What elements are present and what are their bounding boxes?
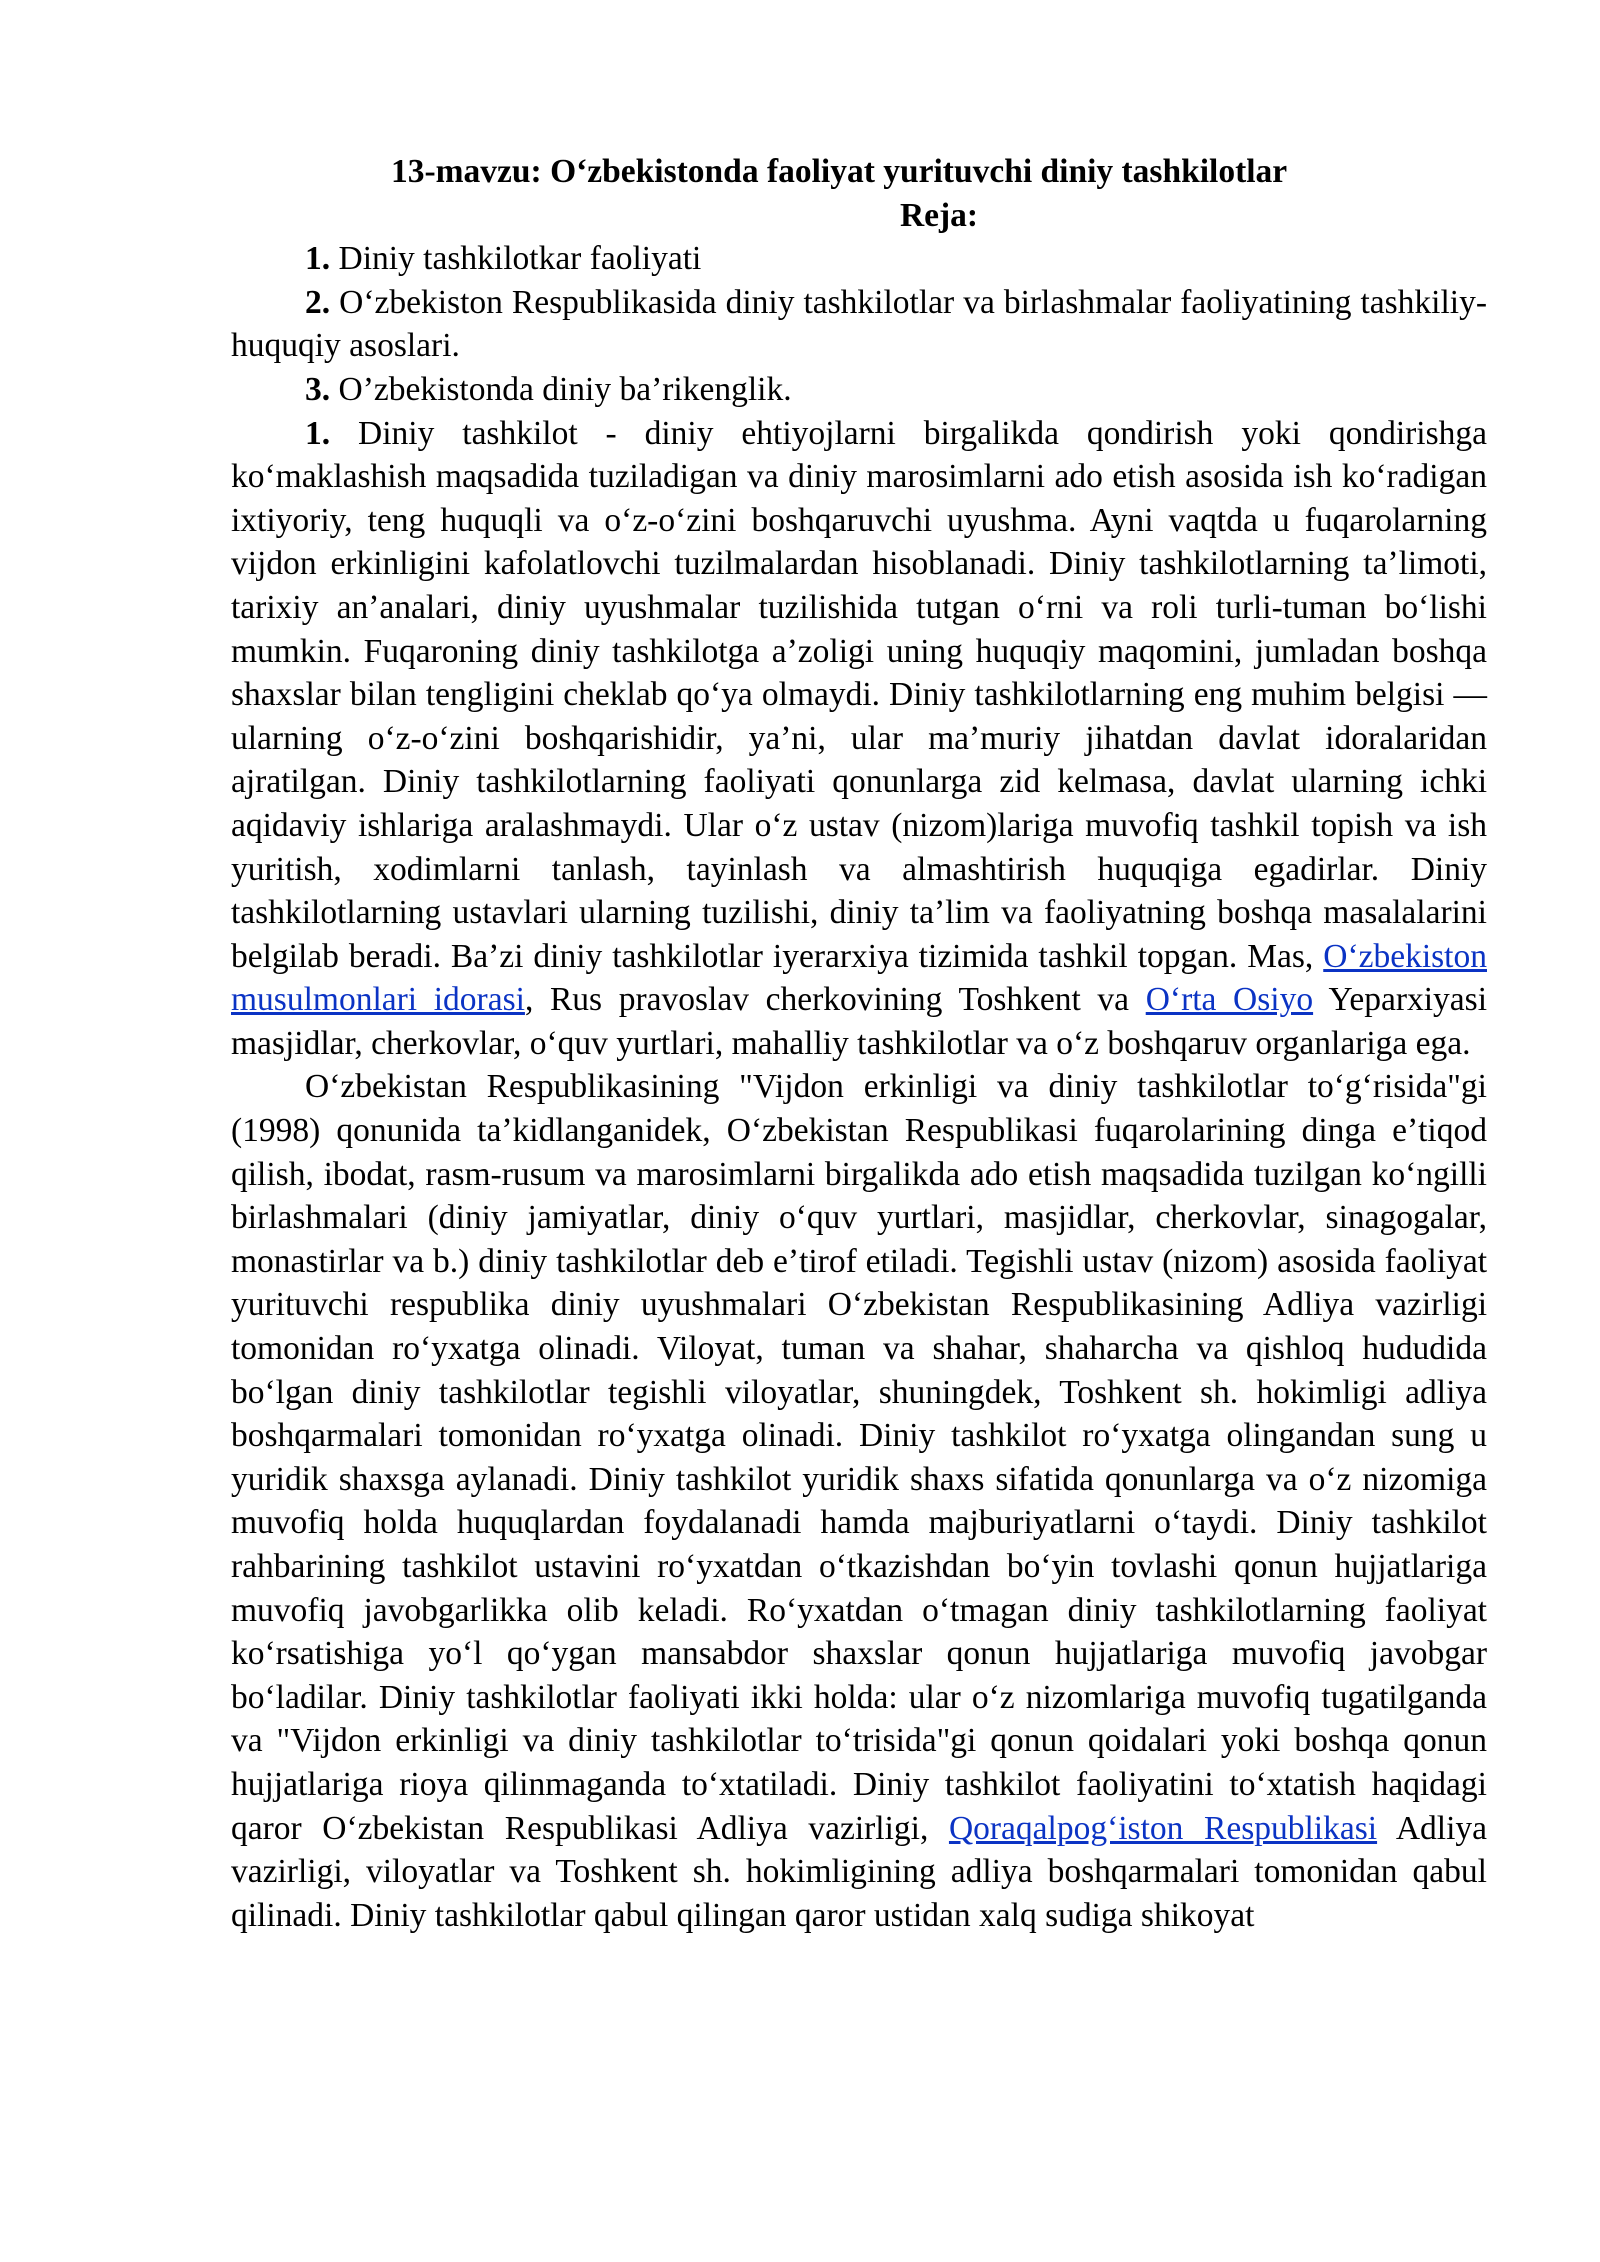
paragraph-text: Oʻzbekistan Respublikasining "Vijdon erkinligi va diniy tashkilotlar toʻgʻrisida"gi (1998) qonunida taʼkidlanganidek, Oʻzbekistan Respublikasi fuqarolarining dinga eʼtiqod qilish, ibodat, rasm-rusum va marosimlarni birgalikda ado etish maqsadida tuzilgan koʻngilli birlashmalari (diniy jamiyatlar, diniy oʻquv yurtlari, masjidlar, cherkovlar, sinagogalar, monastirlar va b.) diniy tashkilotlar deb eʼtirof etiladi. Tegishli ustav (nizom) asosida faoliyat yurituvchi respublika diniy uyushmalari Oʻzbekistan Respublikasining Adliya vazirligi tomonidan roʻyxatga olinadi. Viloyat, tuman va shahar, shaharcha va qishloq hududida boʻlgan diniy tashkilotlar tegishli viloyatlar, shuningdek, Toshkent sh. hokimligi adliya boshqarmalari tomonidan roʻyxatga olinadi. Diniy tashkilot roʻyxatga olingandan sung u yuridik shaxsga aylanadi. Diniy tashkilot yuridik shaxs sifatida qonunlarga va oʻz nizomiga muvofiq holda huquqlardan foydalanadi hamda majburiyatlarni oʻtaydi. Diniy tashkilot rahbarining tashkilot ustavini roʻyxatdan oʻtkazishdan boʻyin tovlashi qonun hujjatlariga muvofiq javobgarlikka olib keladi. Roʻyxatdan oʻtmagan diniy tashkilotlarning faoliyat koʻrsatishiga yoʻl qoʻygan mansabdor shaxslar qonun hujjatlariga muvofiq javobgar boʻladilar. Diniy tashkilotlar faoliyati ikki holda: ular oʻz nizomlariga muvofiq tugatilganda va "Vijdon erkinligi va diniy tashkilotlar toʻtrisida"gi qonun qoidalari yoki boshqa qonun hujjatlariga rioya qilinmaganda toʻxtatiladi. Diniy tashkilot faoliyatini toʻxtatish haqidagi qaror Oʻzbekistan Respublikasi Adliya vazirligi, xyxy=(231,1068,1487,1847)
plan-item-number: 3. xyxy=(305,370,331,408)
paragraph-text: Diniy tashkilot - diniy ehtiyojlarni birgalikda qondirish yoki qondirishga koʻmaklashish maqsadida tuziladigan va diniy marosimlarni ado etish asosida ish koʻradigan ixtiyoriy, teng huquqli va oʻz-oʻzini boshqaruvchi uyushma. Ayni vaqtda u fuqarolarning vijdon erkinligini kafolatlovchi tuzilmalardan hisoblanadi. Diniy tashkilotlarning taʼlimoti, tarixiy anʼanalari, diniy uyushmalar tuzilishida tutgan oʻrni va roli turli-tuman boʻlishi mumkin. Fuqaroning diniy tashkilotga aʼzoligi uning huquqiy maqomini, jumladan boshqa shaxslar bilan tengligini cheklab qoʻya olmaydi. Diniy tashkilotlarning eng muhim belgisi — ularning oʻz-oʻzini boshqarishidir, yaʼni, ular maʼmuriy jihatdan davlat idoralaridan ajratilgan. Diniy tashkilotlarning faoliyati qonunlarga zid kelmasa, davlat ularning ichki aqidaviy ishlariga aralashmaydi. Ular oʻz ustav (nizom)lariga muvofiq tashkil topish va ish yuritish, xodimlarni tanlash, tayinlash va almashtirish huquqiga egadirlar. Diniy tashkilotlarning ustavlari ularning tuzilishi, diniy taʼlim va faoliyatning boshqa masalalarini belgilab beradi. Baʼzi diniy tashkilotlar iyerarxiya tizimida tashkil topgan. Mas, xyxy=(231,414,1487,975)
link-karakalpakstan-republic[interactable]: Qoraqalpogʻiston Respublikasi xyxy=(948,1809,1378,1847)
document-body xyxy=(231,150,1487,1937)
plan-item-text: O’zbekistonda diniy ba’rikenglik. xyxy=(330,370,792,408)
paragraph-text: , Rus pravoslav cherkovining Toshkent va xyxy=(524,981,1146,1019)
paragraph-number: 1. xyxy=(305,414,331,452)
plan-item-number: 2. xyxy=(305,283,331,321)
paragraph-text: Yeparxiyasi masjidlar, cherkovlar, oʻquv yurtlari, mahalliy tashkilotlar va oʻz boshqaruv organlariga ega. xyxy=(231,981,1488,1062)
plan-item-text: O‘zbekiston Respublikasida diniy tashkilotlar va birlashmalar faoliyatining tashkiliy-huquqiy asoslari. xyxy=(231,283,1487,365)
plan-item-text: Diniy tashkilotkar faoliyati xyxy=(330,240,702,278)
link-uzbekistan-muslims-board[interactable]: Oʻzbekiston musulmonlari idorasi xyxy=(231,937,1487,1019)
body-paragraph-2 xyxy=(231,1065,1487,1937)
plan-item-1 xyxy=(231,237,1487,281)
body-paragraph-1 xyxy=(231,412,1487,1066)
plan-item-3 xyxy=(231,368,1487,412)
plan-item-number: 1. xyxy=(305,240,331,278)
plan-item-2 xyxy=(231,281,1487,368)
paragraph-text: Adliya vazirligi, viloyatlar va Toshkent sh. hokimligining adliya boshqarmalari tomonidan qabul qilinadi. Diniy tashkilotlar qabul qilingan qaror ustidan xalq sudiga shikoyat xyxy=(231,1809,1488,1934)
link-central-asia[interactable]: Oʻrta Osiyo xyxy=(1145,981,1314,1019)
document-title: 13-mavzu: O‘zbekistonda faoliyat yurituvchi diniy tashkilotlar xyxy=(391,153,1288,190)
plan-heading: Reja: xyxy=(899,196,979,234)
